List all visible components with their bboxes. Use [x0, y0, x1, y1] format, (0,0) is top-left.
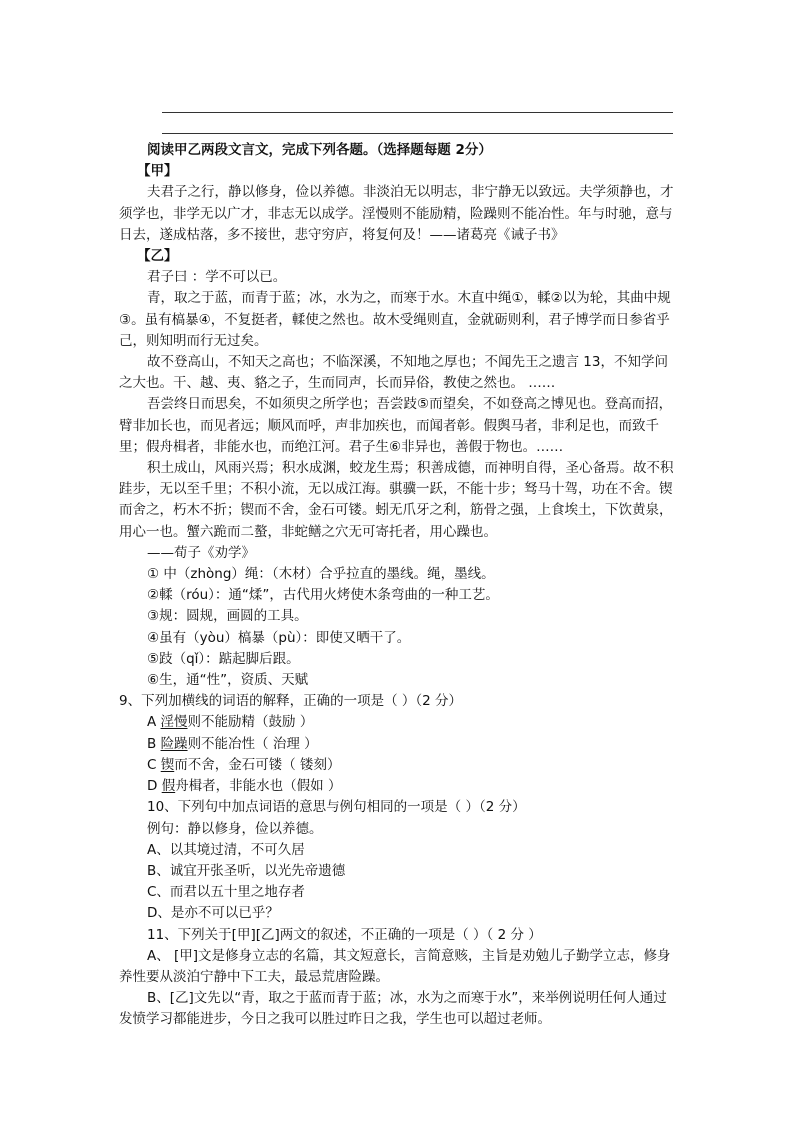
question-11-option: B、[乙]文先以“青，取之于蓝而青于蓝；冰，水为之而寒于水”，来举例说明任何人通过发愤学习都能进步，今日之我可以胜过昨日之我，学生也可以超过老师。: [119, 990, 667, 1028]
question-11-stem: 11、下列关于[甲][乙]两文的叙述，不正确的一项是（ ）（ 2 分 ）: [147, 926, 542, 943]
top-rule-line: [162, 112, 673, 113]
question-10-option: B、诚宜开张圣听，以光先帝遗德: [147, 862, 346, 879]
passage-yi-source: ——荀子《劝学》: [147, 544, 255, 561]
footnote: ④虽有（yòu）槁暴（pù）：即使又晒干了。: [147, 629, 411, 646]
passage-yi-label: 【乙】: [137, 248, 178, 265]
document-page: [119, 140, 679, 1031]
second-rule-line: [162, 133, 673, 134]
footnote: ③规：圆规，画圆的工具。: [147, 608, 308, 625]
underlined-word: 险躁: [160, 735, 188, 752]
underlined-word: 淫慢: [160, 714, 188, 731]
underlined-word: 锲: [160, 756, 175, 773]
question-10-option: A、以其境过清，不可久居: [147, 841, 305, 858]
option-text: 而不舍，金石可镂（ 镂刻）: [174, 756, 341, 773]
question-10-example: 例句：静以修身，俭以养德。: [147, 820, 323, 837]
passage-jia-text: 夫君子之行，静以修身，俭以养德。非淡泊无以明志，非宁静无以致远。夫学须静也，才须学也，非学无以广才，非志无以成学。淫慢则不能励精，险躁则不能冶性。年与时驰，意与日去，遂成枯落，多不接世，悲守穷庐，将复何及！——诸葛亮《诫子书》: [119, 184, 674, 243]
option-letter: B: [147, 735, 161, 752]
passage-yi-paragraph: 故不登高山，不知天之高也；不临深溪，不知地之厚也；不闻先王之遗言 13，不知学问之大也。干、越、夷、貉之子，生而同声，长而异俗，教使之然也。 ……: [119, 354, 668, 392]
question-9-option: [119, 712, 679, 733]
question-10-option: C、而君以五十里之地存者: [147, 884, 305, 901]
footnote: ⑤跂（qǐ）：踮起脚后跟。: [147, 650, 300, 667]
option-letter: A: [147, 714, 161, 731]
reading-instruction: 阅读甲乙两段文言文，完成下列各题。（选择题每题 2分）: [147, 142, 492, 158]
option-letter: C: [147, 756, 161, 773]
passage-yi-paragraph: 吾尝终日而思矣，不如须臾之所学也；吾尝跂⑤而望矣，不如登高之博见也。登高而招，臂非加长也，而见者远；顺风而呼，声非加疾也，而闻者彰。假舆马者，非利足也，而致千里；假舟楫者，非能水也，而绝江河。君子生⑥非异也，善假于物也。……: [119, 396, 673, 455]
question-9-option: [119, 776, 679, 797]
passage-yi-paragraph: 青，取之于蓝，而青于蓝；冰，水为之，而寒于水。木直中绳①，輮②以为轮，其曲中规③。虽有槁暴④，不复挺者，輮使之然也。故木受绳则直，金就砺则利，君子博学而日参省乎己，则知明而行无过矣。: [119, 290, 671, 349]
passage-jia-label: 【甲】: [137, 163, 178, 180]
question-9-option: [119, 755, 679, 776]
footnote: ⑥生，通“性”，资质、天赋: [147, 672, 309, 689]
question-9-option: [119, 734, 679, 755]
footnote: ① 中（zhòng）绳：（木材）合乎拉直的墨线。绳，墨线。: [147, 566, 495, 583]
option-text: 则不能励精（鼓励 ）: [187, 714, 314, 731]
option-text: 则不能冶性（ 治理 ）: [187, 735, 318, 752]
passage-yi-paragraph: 积土成山，风雨兴焉；积水成渊，蛟龙生焉；积善成德，而神明自得，圣心备焉。故不积跬步，无以至千里；不积小流，无以成江海。骐骥一跃，不能十步；驽马十驾，功在不舍。锲而舍之，朽木不折；锲而不舍，金石可镂。蚓无爪牙之利，筋骨之强，上食埃土，下饮黄泉，用心一也。蟹六跪而二螯，非蛇鳝之穴无可寄托者，用心躁也。: [119, 460, 674, 540]
question-10-option: D、是亦不可以已乎？: [147, 905, 279, 922]
option-text: 舟楫者，非能水也（假如 ）: [175, 778, 342, 795]
question-9-stem: 9、下列加横线的词语的解释，正确的一项是（ ）（2 分）: [119, 693, 463, 710]
footnote: ②輮（róu）：通“煣”，古代用火烤使木条弯曲的一种工艺。: [147, 587, 499, 604]
underlined-word: 假: [161, 778, 176, 795]
passage-yi-paragraph: 君子曰 ：学不可以已。: [147, 269, 287, 286]
question-11-option: A、 [甲]文是修身立志的名篇，其文短意长，言简意赅，主旨是劝勉儿子勤学立志，修身养性要从淡泊宁静中下工夫，最忌荒唐险躁。: [119, 947, 671, 985]
option-letter: D: [147, 778, 162, 795]
question-10-stem: 10、下列句中加点词语的意思与例句相同的一项是（ ）（2 分）: [147, 799, 526, 816]
